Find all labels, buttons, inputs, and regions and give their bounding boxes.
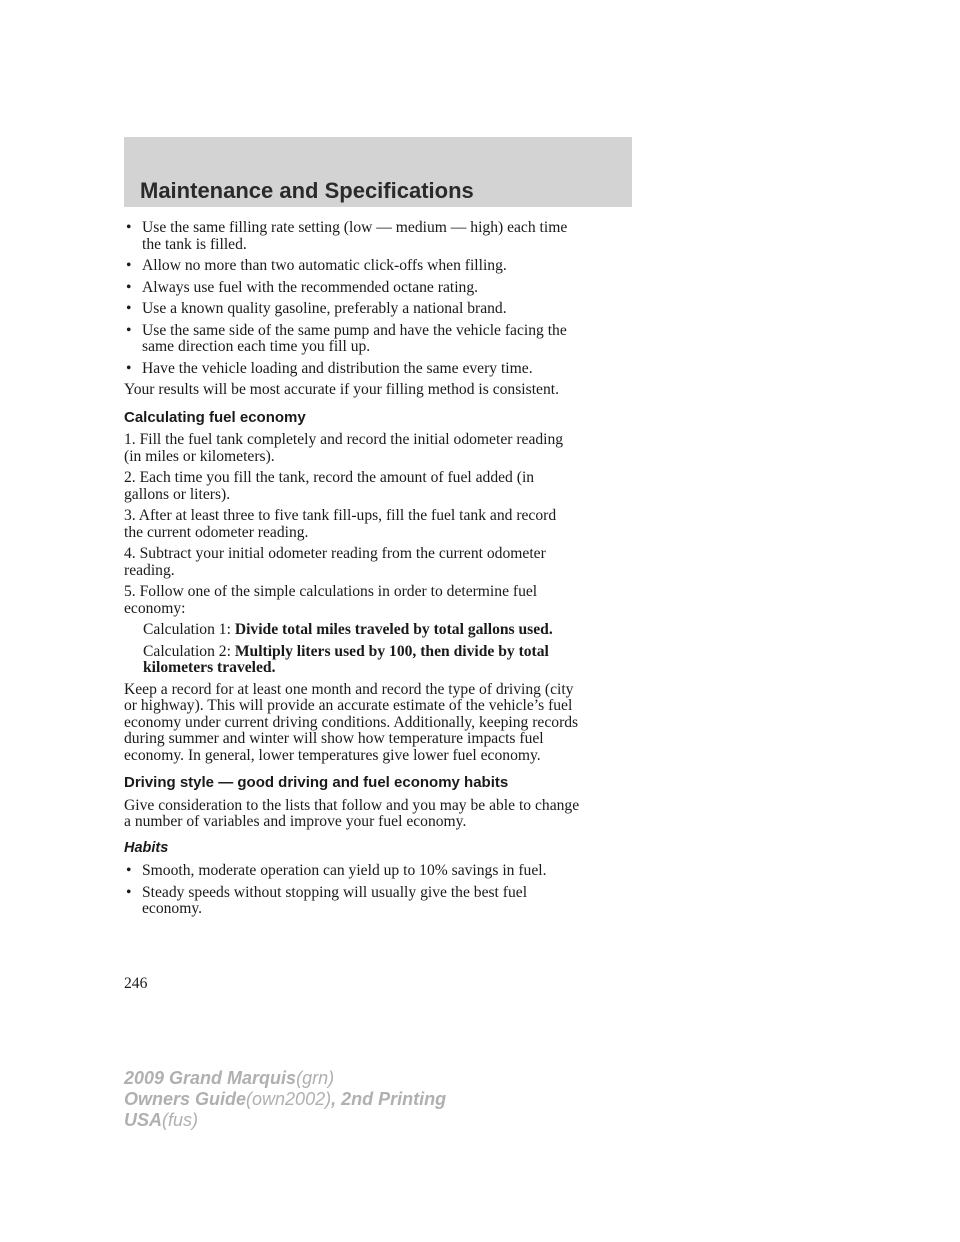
bullet-dot: •	[126, 219, 132, 236]
section-title: Maintenance and Specifications	[140, 178, 474, 203]
step-item: 4. Subtract your initial odometer reading from the current odometer reading.	[124, 545, 546, 579]
heading-calculating-fuel-economy: Calculating fuel economy	[124, 408, 306, 426]
bullet-item: • Allow no more than two automatic click-offs when filling.	[126, 257, 507, 274]
bullet-dot: •	[126, 257, 132, 274]
bullet-dot: •	[126, 359, 132, 377]
print-footer: 2009 Grand Marquis(grn) Owners Guide(own2002), 2nd Printing USA(fus)	[124, 1068, 447, 1130]
habit-item: • Smooth, moderate operation can yield up to 10% savings in fuel.	[126, 862, 547, 879]
bullet-dot: •	[126, 321, 132, 339]
heading-habits: Habits	[124, 839, 169, 856]
page-content	[124, 220, 636, 923]
step-item: 1. Fill the fuel tank completely and record the initial odometer reading (in miles or kilometers).	[124, 431, 564, 465]
bullet-item: • Use the same filling rate setting (low — medium — high) each time the tank is filled.	[126, 219, 568, 253]
bullet-dot: •	[126, 883, 132, 901]
calculation-2: Calculation 2: Multiply liters used by 100, then divide by total kilometers traveled.	[143, 642, 549, 676]
bullet-dot: •	[126, 300, 132, 317]
bullet-item: • Have the vehicle loading and distribution the same every time.	[126, 359, 533, 377]
calculation-1: Calculation 1: Divide total miles traveled by total gallons used.	[143, 621, 553, 638]
paragraph-keep-record: Keep a record for at least one month and record the type of driving (city or highway). This will provide an accurate estimate of the vehicle’s fuel economy under current driving conditions. Additionally, keeping records during summer and winter will show how temperature impacts fuel economy. In general, lower temperatures give lower fuel economy.	[124, 680, 579, 764]
bullet-item: • Use the same side of the same pump and have the vehicle facing the same direction each time you fill up.	[126, 321, 567, 355]
bullet-item: • Use a known quality gasoline, preferably a national brand.	[126, 300, 507, 317]
habit-item: • Steady speeds without stopping will usually give the best fuel economy.	[126, 883, 528, 917]
step-item: 2. Each time you fill the tank, record the amount of fuel added (in gallons or liters).	[124, 469, 535, 503]
paragraph-consideration: Give consideration to the lists that follow and you may be able to change a number of variables and improve your fuel economy.	[124, 796, 580, 830]
step-item: 5. Follow one of the simple calculations in order to determine fuel economy:	[124, 583, 538, 617]
bullet-dot: •	[126, 862, 132, 879]
page-number: 246	[124, 975, 148, 992]
bullet-item: • Always use fuel with the recommended octane rating.	[126, 278, 479, 296]
bullet-dot: •	[126, 278, 132, 296]
paragraph-consistency: Your results will be most accurate if your filling method is consistent.	[124, 381, 559, 398]
heading-driving-style: Driving style — good driving and fuel economy habits	[124, 774, 509, 791]
step-item: 3. After at least three to five tank fill-ups, fill the fuel tank and record the current odometer reading.	[124, 507, 557, 541]
